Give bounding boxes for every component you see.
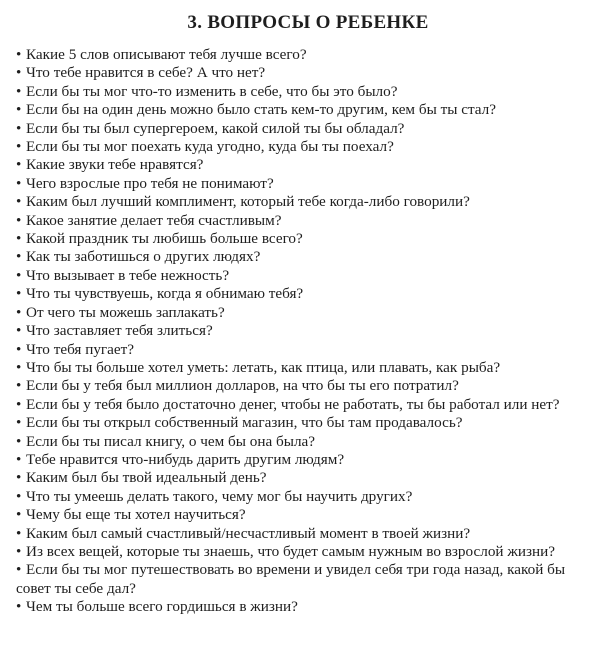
- question-text: Чем ты больше всего гордишься в жизни?: [26, 598, 298, 616]
- bullet-marker: •: [16, 46, 22, 63]
- bullet-marker: •: [16, 82, 22, 100]
- bullet-marker: •: [16, 174, 22, 192]
- question-text: Если бы у тебя был миллион долларов, на что бы ты его потратил?: [26, 377, 459, 395]
- question-item: [16, 101, 592, 119]
- question-item: [16, 156, 592, 174]
- bullet-marker: •: [16, 211, 22, 229]
- question-item: [16, 396, 592, 414]
- question-item: [16, 543, 592, 561]
- question-text: Какой праздник ты любишь больше всего?: [26, 230, 303, 248]
- question-item: [16, 46, 592, 64]
- question-item: [16, 561, 592, 598]
- question-text: Какое занятие делает тебя счастливым?: [26, 211, 282, 229]
- question-text: Если бы ты был супергероем, какой силой ты бы обладал?: [26, 119, 405, 137]
- bullet-marker: •: [16, 487, 22, 505]
- question-item: [16, 341, 592, 359]
- bullet-marker: •: [16, 193, 22, 211]
- question-item: [16, 138, 592, 156]
- question-item: [16, 64, 592, 82]
- bullet-marker: •: [16, 303, 22, 321]
- question-text: Если бы ты писал книгу, о чем бы она была?: [26, 432, 316, 450]
- bullet-marker: •: [16, 432, 22, 450]
- bullet-marker: •: [16, 598, 22, 616]
- question-item: [16, 359, 592, 377]
- question-text: Что тебе нравится в себе? А что нет?: [26, 64, 266, 82]
- bullet-marker: •: [16, 506, 22, 524]
- question-text: Что тебя пугает?: [26, 340, 135, 358]
- bullet-marker: •: [16, 395, 22, 413]
- bullet-marker: •: [16, 101, 22, 119]
- question-text: Из всех вещей, которые ты знаешь, что будет самым нужным во взрослой жизни?: [26, 542, 555, 560]
- bullet-marker: •: [16, 561, 22, 579]
- question-text: Если бы на один день можно было стать кем-то другим, кем бы ты стал?: [26, 101, 496, 119]
- question-item: [16, 83, 592, 101]
- question-text: Каким был лучший комплимент, который тебе когда-либо говорили?: [26, 193, 470, 211]
- question-item: [16, 304, 592, 322]
- question-item: [16, 193, 592, 211]
- question-text: Что бы ты больше хотел уметь: летать, как птица, или плавать, как рыба?: [26, 358, 501, 376]
- question-text: Что вызывает в тебе нежность?: [26, 266, 230, 284]
- bullet-marker: •: [16, 138, 22, 156]
- question-list: [16, 46, 592, 617]
- question-text: Что ты умеешь делать такого, чему мог бы научить других?: [26, 487, 413, 505]
- question-text: От чего ты можешь заплакать?: [26, 303, 225, 321]
- question-text: Какие 5 слов описывают тебя лучше всего?: [26, 46, 307, 63]
- question-text: Если бы у тебя было достаточно денег, чтобы не работать, ты бы работал или нет?: [26, 395, 560, 413]
- question-item: [16, 377, 592, 395]
- question-item: [16, 285, 592, 303]
- question-text: Чего взрослые про тебя не понимают?: [26, 174, 274, 192]
- question-text: Что ты чувствуешь, когда я обнимаю тебя?: [26, 285, 304, 303]
- question-item: [16, 525, 592, 543]
- bullet-marker: •: [16, 156, 22, 174]
- question-item: [16, 322, 592, 340]
- question-text: Что заставляет тебя злиться?: [26, 322, 213, 340]
- question-item: [16, 267, 592, 285]
- question-item: [16, 598, 592, 616]
- page-title: 3. ВОПРОСЫ О РЕБЕНКЕ: [187, 12, 429, 33]
- bullet-marker: •: [16, 322, 22, 340]
- question-text: Каким был самый счастливый/несчастливый момент в твоей жизни?: [26, 524, 471, 542]
- bullet-marker: •: [16, 542, 22, 560]
- bullet-marker: •: [16, 524, 22, 542]
- bullet-marker: •: [16, 230, 22, 248]
- question-item: [16, 451, 592, 469]
- question-text: Какие звуки тебе нравятся?: [26, 156, 204, 174]
- question-item: [16, 488, 592, 506]
- bullet-marker: •: [16, 285, 22, 303]
- bullet-marker: •: [16, 358, 22, 376]
- question-item: [16, 414, 592, 432]
- question-text: Каким был бы твой идеальный день?: [26, 469, 267, 487]
- bullet-marker: •: [16, 414, 22, 432]
- question-item: [16, 120, 592, 138]
- question-text: Если бы ты мог поехать куда угодно, куда бы ты поехал?: [26, 138, 394, 156]
- question-text: Как ты заботишься о других людях?: [26, 248, 261, 266]
- question-text: Если бы ты мог что-то изменить в себе, что бы это было?: [26, 82, 398, 100]
- bullet-marker: •: [16, 450, 22, 468]
- question-item: [16, 212, 592, 230]
- question-item: [16, 433, 592, 451]
- question-item: [16, 230, 592, 248]
- question-item: [16, 469, 592, 487]
- bullet-marker: •: [16, 377, 22, 395]
- bullet-marker: •: [16, 469, 22, 487]
- question-text: Если бы ты открыл собственный магазин, что бы там продавалось?: [26, 414, 463, 432]
- bullet-marker: •: [16, 64, 22, 82]
- question-text: Если бы ты мог путешествовать во времени и увидел себя три года назад, какой бы совет ты себе дал?: [16, 561, 566, 597]
- question-item: [16, 175, 592, 193]
- bullet-marker: •: [16, 119, 22, 137]
- bullet-marker: •: [16, 248, 22, 266]
- question-text: Чему бы еще ты хотел научиться?: [26, 506, 246, 524]
- bullet-marker: •: [16, 266, 22, 284]
- question-item: [16, 248, 592, 266]
- question-item: [16, 506, 592, 524]
- question-text: Тебе нравится что-нибудь дарить другим людям?: [26, 450, 345, 468]
- bullet-marker: •: [16, 340, 22, 358]
